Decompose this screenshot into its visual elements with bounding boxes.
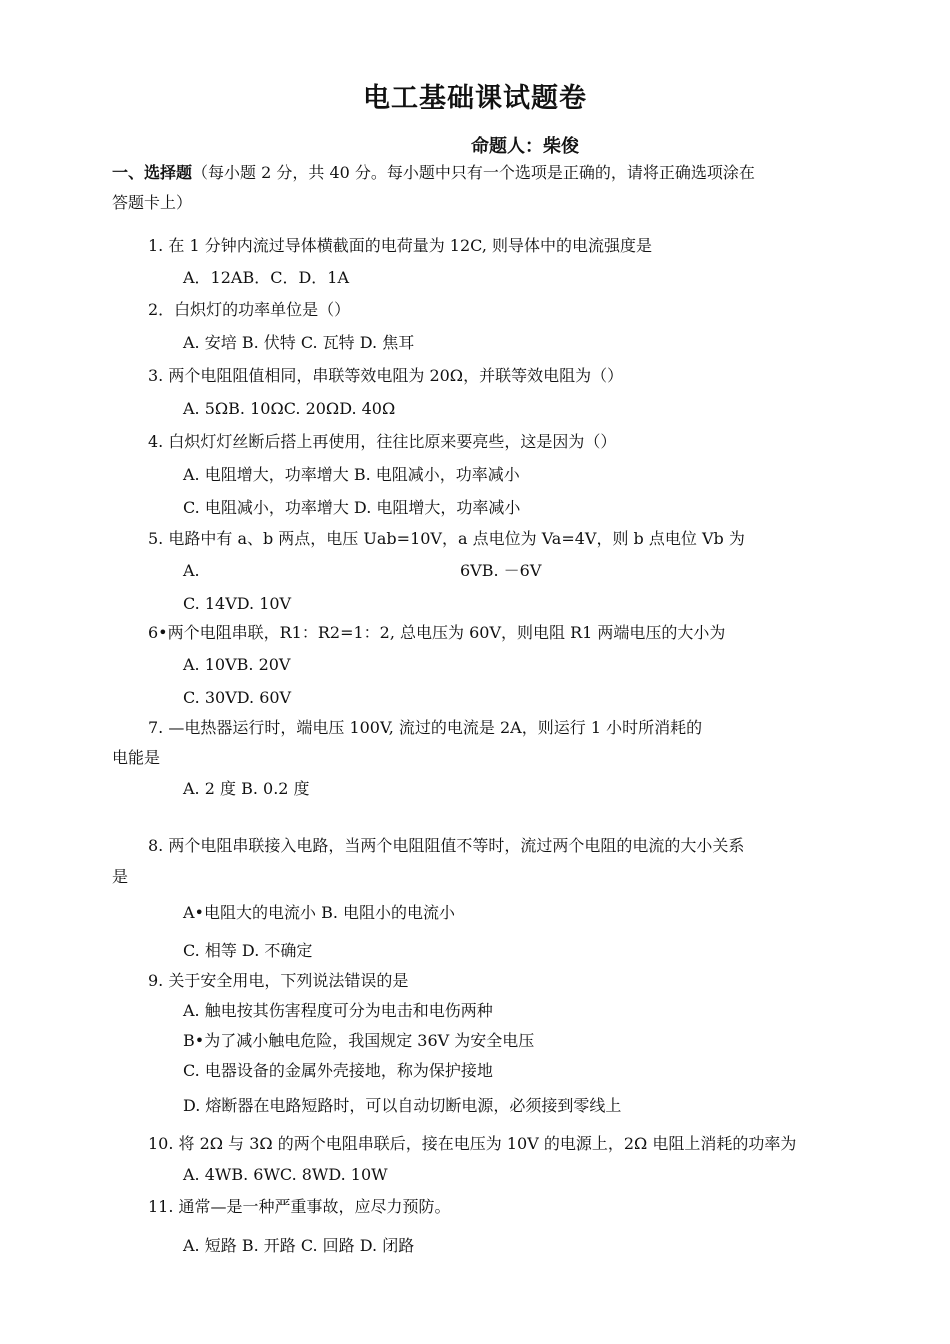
question-line: A. 安培 B. 伏特 C. 瓦特 D. 焦耳 (183, 333, 415, 352)
question-line: 2．白炽灯的功率单位是（） (148, 300, 351, 319)
question-line: A．12AB．C．D．1A (183, 268, 350, 287)
question-line: 8. 两个电阻串联接入电路，当两个电阻阻值不等时，流过两个电阻的电流的大小关系 (148, 836, 745, 855)
question-line: 4. 白炽灯灯丝断后搭上再使用，往往比原来要亮些，这是因为（） (148, 432, 617, 451)
question-line: 9. 关于安全用电，下列说法错误的是 (148, 971, 409, 990)
question-line: 7. —电热器运行时，端电压 100V, 流过的电流是 2A，则运行 1 小时所消耗的 (148, 718, 703, 737)
question-line: 电能是 (112, 748, 161, 767)
question-line: 6VB. －6V (460, 561, 542, 580)
question-line: B•为了减小触电危险，我国规定 36V 为安全电压 (183, 1031, 535, 1050)
question-line: C. 电器设备的金属外壳接地，称为保护接地 (183, 1061, 493, 1080)
question-line: 10. 将 2Ω 与 3Ω 的两个电阻串联后，接在电压为 10V 的电源上，2Ω 电阻上消耗的功率为 (148, 1134, 797, 1153)
question-line: 11. 通常—是一种严重事故，应尽力预防。 (148, 1197, 451, 1216)
section-note-cont: 答题卡上） (112, 193, 193, 212)
exam-author: 命题人：柴俊 (471, 136, 579, 157)
question-line: 6•两个电阻串联，R1：R2=1：2, 总电压为 60V，则电阻 R1 两端电压的大小为 (148, 623, 726, 642)
section-note: （每小题 2 分，共 40 分。每小题中只有一个选项是正确的，请将正确选项涂在 (192, 163, 755, 182)
question-line: 3. 两个电阻阻值相同，串联等效电阻为 20Ω，并联等效电阻为（） (148, 366, 624, 385)
question-line: A. 触电按其伤害程度可分为电击和电伤两种 (183, 1001, 493, 1020)
question-line: A. 短路 B. 开路 C. 回路 D. 闭路 (183, 1236, 415, 1255)
question-line: 是 (112, 867, 129, 886)
question-line: 5. 电路中有 a、b 两点，电压 Uab=10V，a 点电位为 Va=4V，则 b 点电位 Vb 为 (148, 529, 745, 548)
question-line: C. 相等 D. 不确定 (183, 941, 313, 960)
question-line: C. 电阻减小，功率增大 D. 电阻增大，功率减小 (183, 498, 521, 517)
question-line: A•电阻大的电流小 B. 电阻小的电流小 (183, 903, 456, 922)
section-head: 一、选择题 (112, 163, 193, 182)
question-line: C. 14VD. 10V (183, 594, 292, 613)
question-line: 1. 在 1 分钟内流过导体横截面的电荷量为 12C, 则导体中的电流强度是 (148, 236, 652, 255)
question-line: A. 2 度 B. 0.2 度 (183, 779, 310, 798)
question-line: A. 5ΩB. 10ΩC. 20ΩD. 40Ω (183, 399, 396, 418)
question-line: C. 30VD. 60V (183, 688, 292, 707)
question-line: D. 熔断器在电路短路时，可以自动切断电源，必须接到零线上 (183, 1096, 622, 1115)
question-line: A. 10VB. 20V (183, 655, 291, 674)
question-line: A. 电阻增大，功率增大 B. 电阻减小，功率减小 (183, 465, 520, 484)
question-line: A. (183, 561, 200, 580)
exam-title: 电工基础课试题卷 (363, 83, 587, 114)
question-line: A. 4WB. 6WC. 8WD. 10W (183, 1165, 388, 1184)
section-heading (112, 163, 755, 183)
